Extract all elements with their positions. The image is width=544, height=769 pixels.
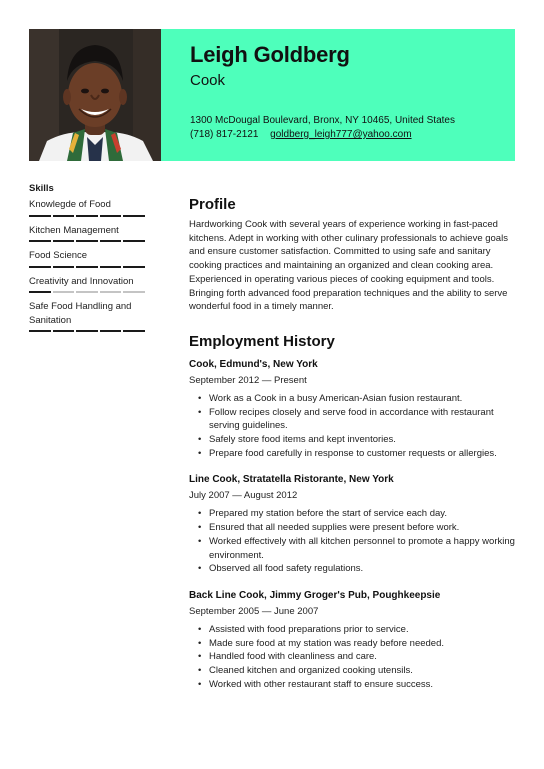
skill-level-segment [123,330,145,332]
job-dates: July 2007 — August 2012 [189,490,298,502]
skill-level-segment [53,215,75,217]
job-bullets [189,392,519,461]
job-dates: September 2012 — Present [189,374,307,386]
profile-title: Profile [189,196,236,213]
job-dates: September 2005 — June 2007 [189,605,319,617]
employment-title: Employment History [189,332,335,350]
skill-level-segment [100,215,122,217]
skill-level-segment [100,240,122,242]
skill-level-segment [76,215,98,217]
skill-level-segment [100,330,122,332]
job-title: Back Line Cook, Jimmy Groger's Pub, Poughkeepsie [189,589,441,601]
profile-text: Hardworking Cook with several years of experience working in fast-paced kitchens. Adept in working with other culinary professionals to achieve goals and ensure customer satisfaction. Committed to using safe and sanitary cooking practices and maintaining an organized and clean cooking area. Experienced in operating various pieces of cooking equipment and tools. Bringing forth advanced food preparation techniques and the ability to serve wonderful food in a timely manner. [189,219,508,313]
skill-level-bar [29,291,147,293]
skill-level-segment [53,240,75,242]
job-bullets [189,623,519,692]
job-bullet: • Handled food with cleanliness and care. [209,650,519,664]
resume-header [29,29,515,161]
job-bullet: • Observed all food safety regulations. [209,562,519,576]
skill-level-bar [29,240,147,242]
skill-level-segment [123,215,145,217]
skill-label: Kitchen Management [29,224,119,236]
job-title: Line Cook, Stratatella Ristorante, New York [189,474,394,486]
job-bullet: • Work as a Cook in a busy American-Asian fusion restaurant. [209,392,519,406]
skill-level-segment [76,330,98,332]
job-bullet: • Prepare food carefully in response to customer requests or allergies. [209,447,519,461]
skill-item [29,249,147,268]
skill-level-segment [29,240,51,242]
job-bullet: • Cleaned kitchen and organized cooking utensils. [209,664,519,678]
skill-level-segment [123,240,145,242]
skill-level-segment [76,240,98,242]
skill-level-segment [29,215,51,217]
person-email-link[interactable]: goldberg_leigh777@yahoo.com [270,129,412,140]
skill-level-segment [53,291,75,293]
skill-level-segment [53,330,75,332]
job-entry [189,359,519,461]
skill-label: Safe Food Handling and Sanitation [29,301,132,326]
skill-item [29,198,147,217]
job-entry [189,590,519,692]
skills-title: Skills [29,183,54,194]
skill-level-segment [29,330,51,332]
job-entry [189,474,519,576]
person-role: Cook [190,72,226,89]
person-address: 1300 McDougal Boulevard, Bronx, NY 10465, United States [190,115,455,126]
skill-level-segment [29,291,51,293]
skills-sidebar [29,183,147,339]
skills-list [29,198,147,332]
job-bullet: • Worked with other restaurant staff to ensure success. [209,678,519,692]
skill-level-segment [100,291,122,293]
job-bullet: • Ensured that all needed supplies were present before work. [209,521,519,535]
skill-level-bar [29,215,147,217]
skill-level-segment [76,266,98,268]
skill-level-segment [123,266,145,268]
skill-level-bar [29,330,147,332]
employment-list [189,359,519,692]
person-name: Leigh Goldberg [190,42,350,67]
profile-photo [29,29,161,161]
job-bullet: • Assisted with food preparations prior to service. [209,623,519,637]
portrait-illustration [29,29,161,161]
job-bullet: • Prepared my station before the start of service each day. [209,507,519,521]
skill-item [29,224,147,243]
skill-level-segment [53,266,75,268]
skill-level-bar [29,266,147,268]
person-phone: (718) 817-2121 [190,129,259,140]
skill-level-segment [123,291,145,293]
skill-item [29,275,147,294]
job-bullet: • Worked effectively with all kitchen personnel to promote a happy working environment. [209,535,519,562]
job-title: Cook, Edmund's, New York [189,358,318,370]
contact-line [190,129,412,140]
main-content [189,196,519,691]
skill-label: Knowlegde of Food [29,199,111,210]
skill-label: Creativity and Innovation [29,275,134,287]
job-bullet: • Safely store food items and kept inventories. [209,433,519,447]
job-bullet: • Made sure food at my station was ready before needed. [209,637,519,651]
job-bullets [189,507,519,576]
skill-item [29,300,147,332]
skill-level-segment [76,291,98,293]
skill-level-segment [29,266,51,268]
skill-level-segment [100,266,122,268]
skill-label: Food Science [29,250,88,261]
job-bullet: • Follow recipes closely and serve food in accordance with restaurant serving guidelines. [209,406,519,433]
